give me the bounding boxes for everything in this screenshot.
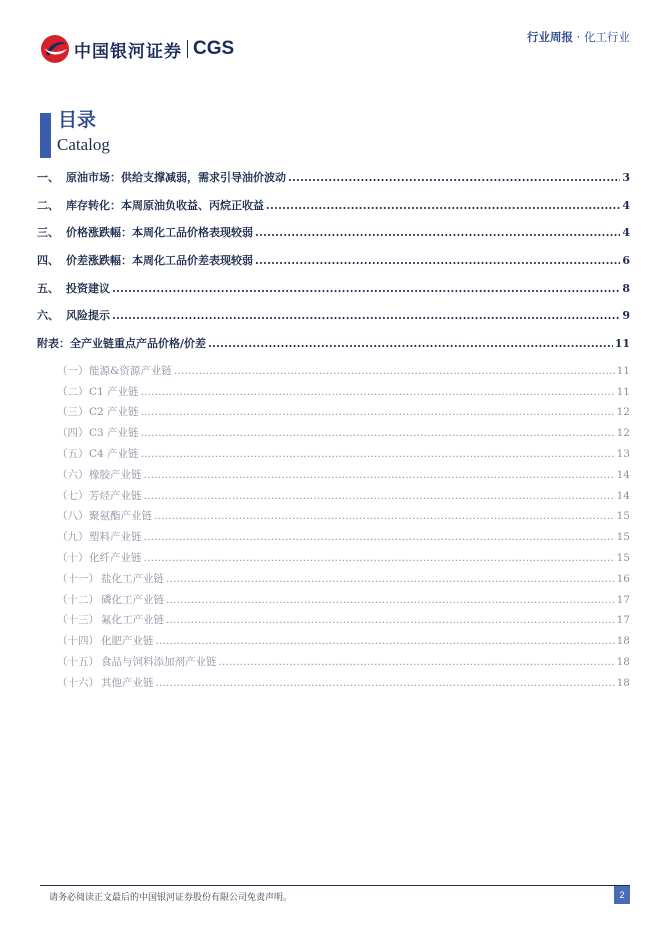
toc-page-number: 12 — [616, 406, 630, 419]
logo-english-text: CGS — [193, 38, 235, 59]
leader-dots — [156, 635, 615, 647]
leader-dots — [144, 531, 615, 543]
toc-subentry-text: 芳烃产业链 — [89, 489, 142, 502]
toc-subentry-15[interactable]: （十五） 食品与饲料添加剂产业链 ..... 18 — [37, 654, 630, 675]
toc-subentry-16[interactable]: （十六） 其他产业链 ..... 18 — [37, 675, 630, 696]
toc-page-number: 11 — [614, 337, 630, 351]
toc-page-number: 14 — [616, 489, 630, 502]
toc-page-number: 17 — [616, 614, 630, 627]
leader-dots — [288, 171, 620, 184]
toc-page-number: 16 — [616, 572, 630, 585]
toc-page-number: 18 — [616, 655, 630, 668]
toc-page-number: 15 — [616, 510, 630, 523]
leader-dots — [154, 510, 615, 522]
toc-page-number: 15 — [616, 551, 630, 564]
toc-subentry-6[interactable]: （六） 橡胶产业链 ..... 14 — [37, 467, 630, 488]
toc-page-number: 11 — [616, 364, 630, 377]
report-type: 行业周报 — [527, 30, 574, 44]
leader-dots — [141, 386, 615, 398]
toc-page-number: 15 — [616, 531, 630, 544]
leader-dots — [156, 677, 615, 689]
leader-dots — [112, 309, 620, 322]
toc-subentry-text: 化纤产业链 — [89, 551, 142, 564]
leader-dots — [144, 469, 615, 481]
toc-entry-text: 投资建议 — [66, 281, 110, 295]
toc-subentry-9[interactable]: （九） 塑料产业链 ..... 15 — [37, 529, 630, 550]
leader-dots — [144, 490, 615, 502]
toc-subentry-11[interactable]: （十一） 盐化工产业链 ..... 16 — [37, 571, 630, 592]
industry-name: 化工行业 — [584, 30, 630, 44]
leader-dots — [174, 365, 615, 377]
toc-page-number: 11 — [616, 385, 630, 398]
toc-page-number: 4 — [622, 226, 630, 240]
toc-subentry-text: C3 产业链 — [89, 427, 139, 440]
toc-page-number: 8 — [622, 281, 630, 295]
leader-dots — [208, 337, 613, 350]
toc-page-number: 3 — [622, 171, 630, 184]
toc-entry-text: 价差涨跌幅：本周化工品价差表现较弱 — [66, 254, 253, 268]
leader-dots — [255, 254, 620, 267]
toc-page-number: 14 — [616, 468, 630, 481]
toc-subentry-3[interactable]: （三） C2 产业链 ..... 12 — [37, 404, 630, 425]
toc-subentry-text: 磷化工产业链 — [101, 593, 164, 606]
leader-dots — [141, 448, 615, 460]
toc-entry-4[interactable]: 四、 价差涨跌幅：本周化工品价差表现较弱 ..... 6 — [37, 252, 630, 280]
toc-entry-2[interactable]: 二、 库存转化：本周原油负收益、丙烷正收益 ..... 4 — [37, 197, 630, 225]
toc-subentry-text: 盐化工产业链 — [101, 572, 164, 585]
company-logo — [40, 34, 234, 64]
toc-subentry-text: C2 产业链 — [89, 406, 139, 419]
toc-page-number: 6 — [622, 254, 630, 268]
leader-dots — [166, 573, 615, 585]
toc-page-number: 4 — [622, 198, 630, 212]
toc-page-number: 18 — [616, 635, 630, 648]
toc-subentry-text: 氟化工产业链 — [101, 614, 164, 627]
leader-dots — [166, 594, 615, 606]
toc-subentry-text: 橡胶产业链 — [89, 468, 142, 481]
leader-dots — [255, 226, 620, 239]
toc-entry-text: 库存转化：本周原油负收益、丙烷正收益 — [66, 198, 264, 212]
galaxy-logo-icon — [40, 34, 70, 64]
toc-subentry-text: 聚氨酯产业链 — [89, 510, 152, 523]
logo-divider — [187, 40, 188, 58]
toc-accent-bar — [40, 113, 51, 158]
toc-entry-5[interactable]: 五、 投资建议 ..... 8 — [37, 280, 630, 308]
leader-dots — [141, 406, 615, 418]
toc-subentry-5[interactable]: （五） C4 产业链 ..... 13 — [37, 446, 630, 467]
toc-subentry-text: 食品与饲料添加剂产业链 — [101, 655, 217, 668]
toc-subentry-10[interactable]: （十） 化纤产业链 ..... 15 — [37, 550, 630, 571]
leader-dots — [166, 614, 615, 626]
toc-subentry-text: C4 产业链 — [89, 448, 139, 460]
toc-page-number: 9 — [622, 309, 630, 323]
toc-entry-text: 附表：全产业链重点产品价格/价差 — [37, 337, 207, 351]
toc-subentry-text: 塑料产业链 — [89, 531, 142, 544]
logo-chinese-text: 中国银河证券 — [74, 41, 182, 62]
toc-subentry-4[interactable]: （四） C3 产业链 ..... 12 — [37, 425, 630, 446]
toc-entry-3[interactable]: 三、 价格涨跌幅：本周化工品价格表现较弱 ..... 4 — [37, 224, 630, 252]
toc-entry-text: 原油市场：供给支撑减弱，需求引导油价波动 — [66, 171, 286, 184]
leader-dots — [266, 199, 620, 212]
toc-subentry-2[interactable]: （二） C1 产业链 ..... 11 — [37, 384, 630, 405]
toc-subentry-text: 化肥产业链 — [101, 635, 154, 648]
leader-dots — [112, 282, 620, 295]
leader-dots — [144, 552, 615, 564]
toc-subentry-text: 其他产业链 — [101, 676, 154, 689]
header-separator: · — [573, 30, 584, 44]
toc-subtitle: Catalog — [57, 135, 110, 154]
toc-subentry-8[interactable]: （八） 聚氨酯产业链 ..... 15 — [37, 508, 630, 529]
toc-subentry-7[interactable]: （七） 芳烃产业链 ..... 14 — [37, 488, 630, 509]
footer-disclaimer: 请务必阅读正文最后的中国银河证券股份有限公司免责声明。 — [49, 893, 293, 903]
toc-subentry-text: C1 产业链 — [89, 385, 139, 398]
toc-subentry-13[interactable]: （十三） 氟化工产业链 ..... 17 — [37, 612, 630, 633]
report-header — [527, 29, 630, 45]
toc-subentry-1[interactable]: （一） 能源&资源产业链 ..... 11 — [37, 363, 630, 384]
toc-subentry-text: 能源&资源产业链 — [89, 364, 172, 377]
toc-entry-6[interactable]: 六、 风险提示 ..... 9 — [37, 307, 630, 335]
leader-dots — [141, 427, 615, 439]
toc-entry-1[interactable]: 一、 原油市场：供给支撑减弱，需求引导油价波动 ..... 3 — [37, 169, 630, 197]
footer-divider — [40, 885, 630, 886]
toc-entry-text: 风险提示 — [66, 309, 110, 323]
toc-page-number: 12 — [616, 427, 630, 440]
leader-dots — [219, 656, 615, 668]
toc-page-number: 17 — [616, 593, 630, 606]
table-of-contents — [37, 169, 630, 696]
page-number: 2 — [614, 886, 630, 904]
toc-entry-text: 价格涨跌幅：本周化工品价格表现较弱 — [66, 226, 253, 240]
toc-entry-appendix[interactable] — [37, 335, 630, 363]
toc-title: 目录 — [58, 109, 97, 131]
toc-subentry-12[interactable]: （十二） 磷化工产业链 ..... 17 — [37, 592, 630, 613]
toc-page-number: 18 — [616, 676, 630, 689]
toc-page-number: 13 — [616, 448, 630, 460]
toc-subentry-14[interactable]: （十四） 化肥产业链 ..... 18 — [37, 633, 630, 654]
